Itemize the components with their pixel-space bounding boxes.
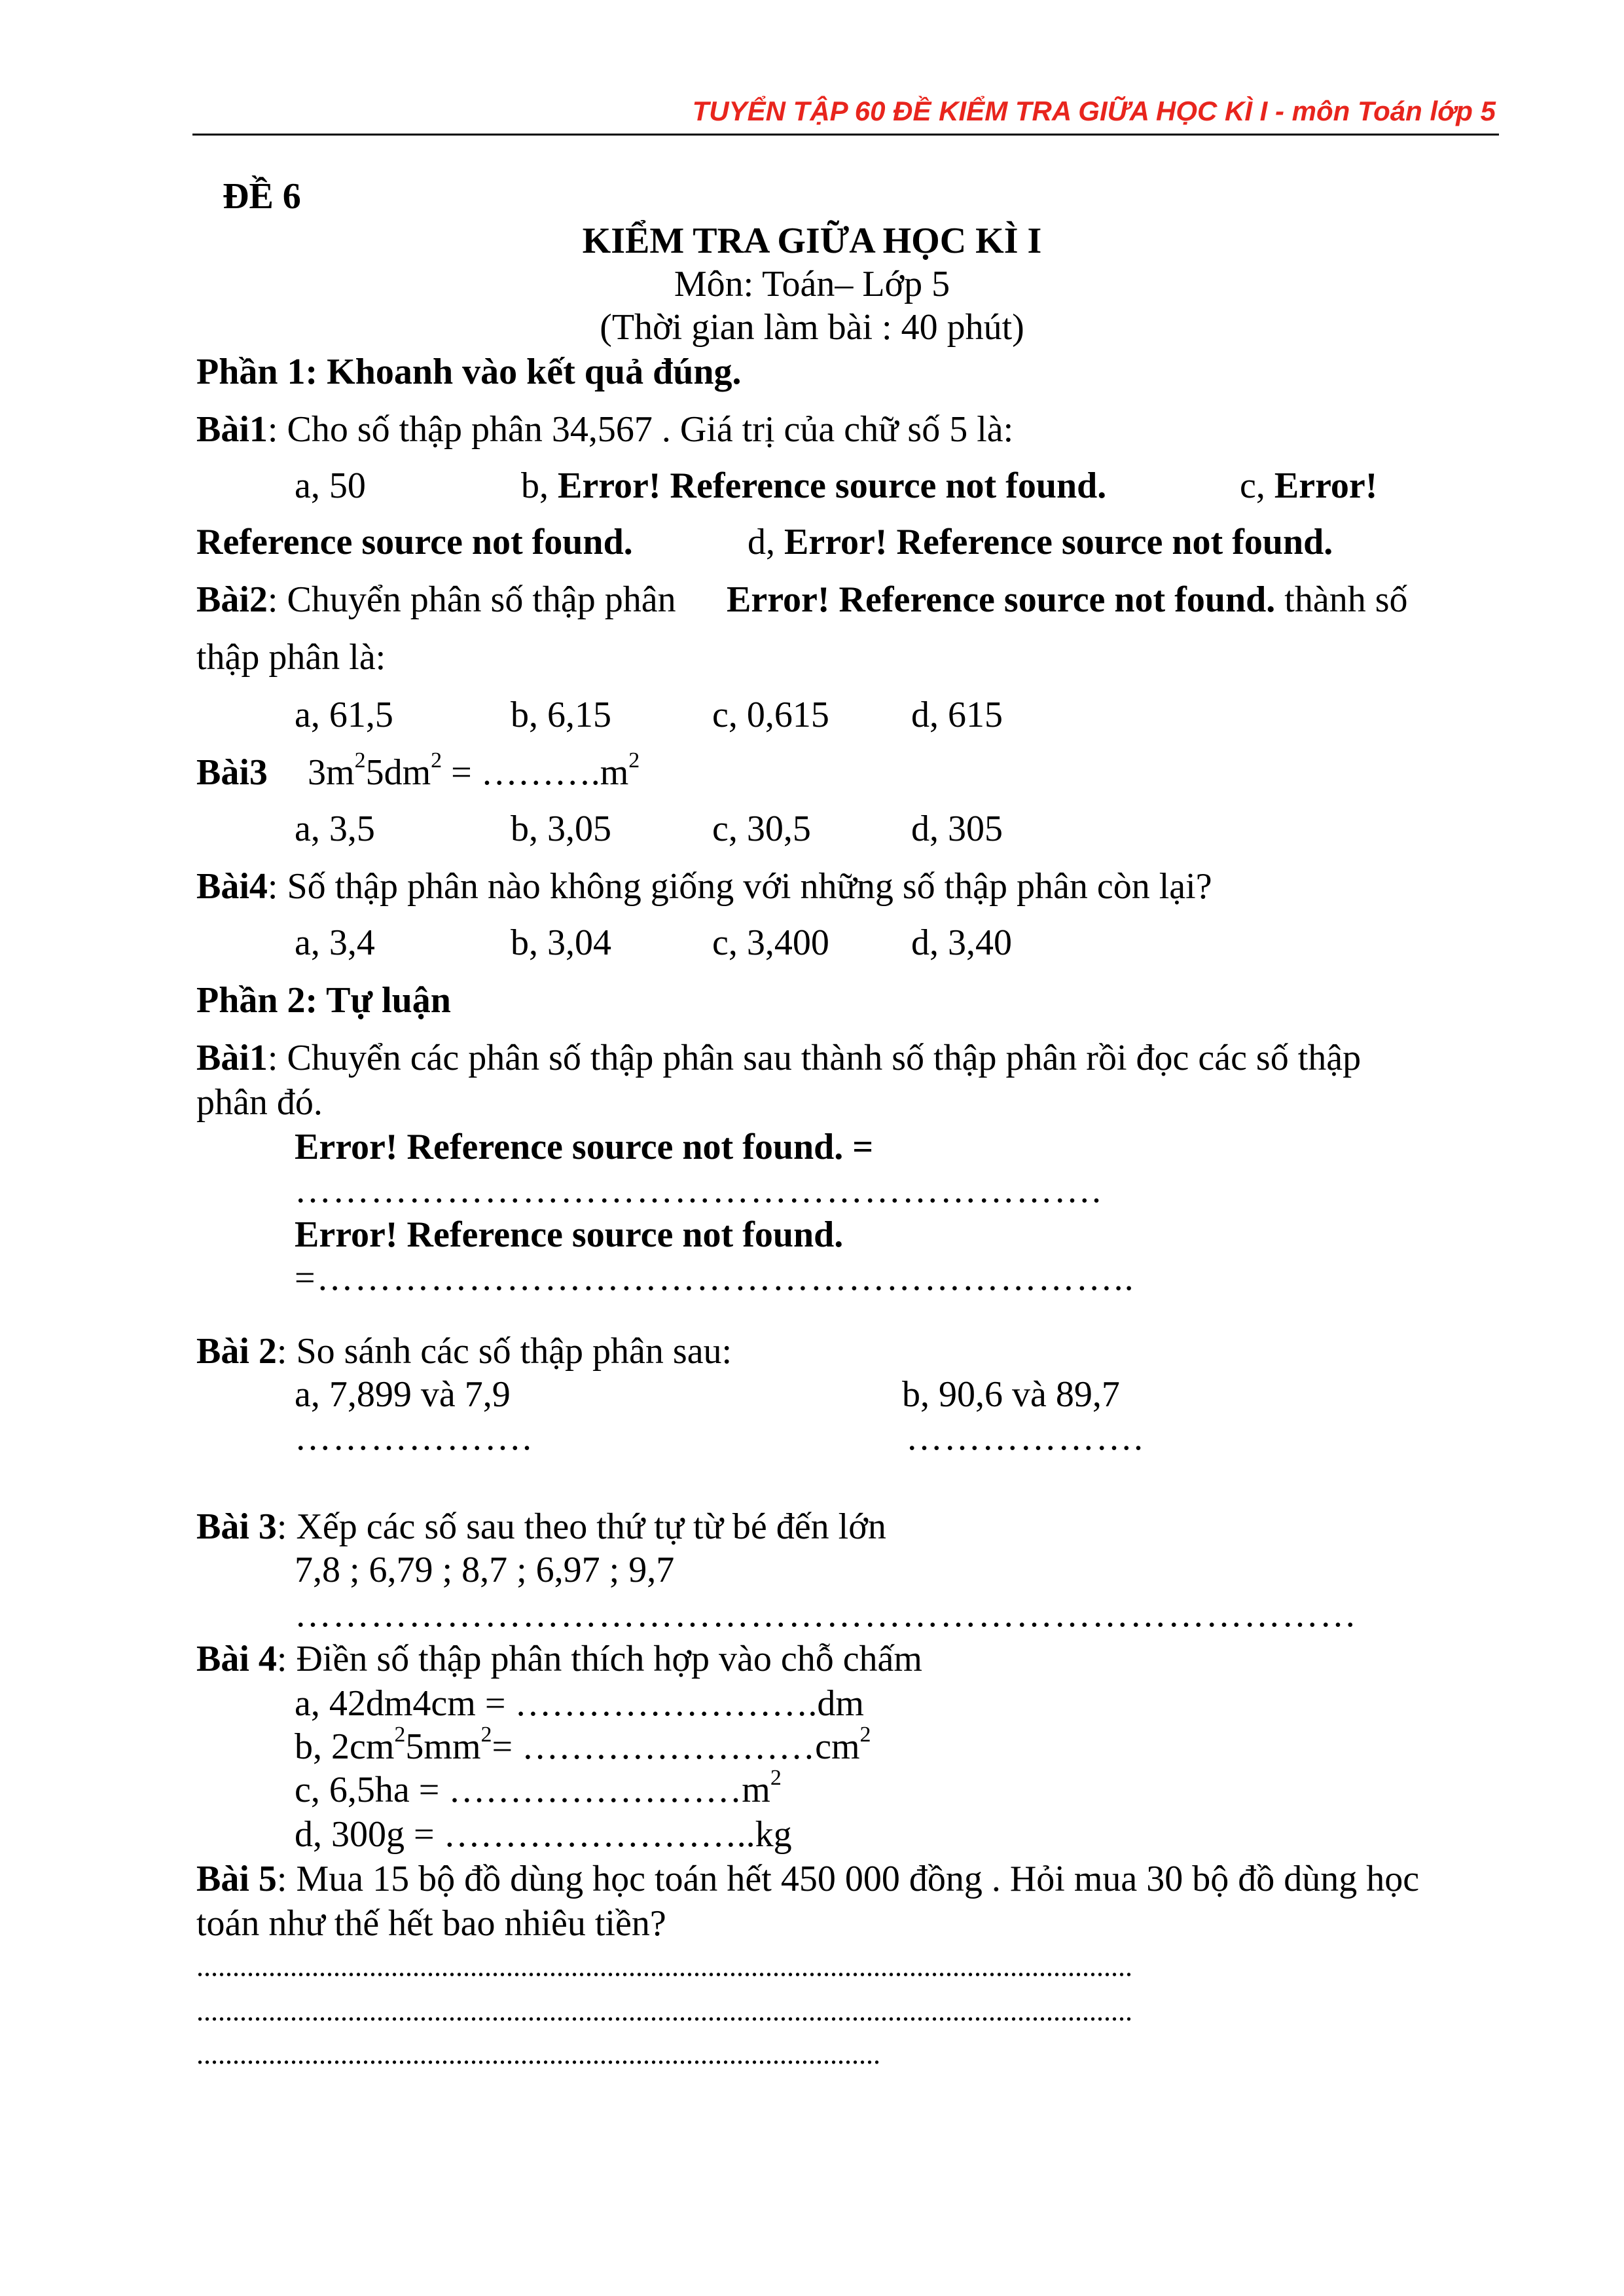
header-rule [192, 134, 1499, 136]
q4-option-a: a, 3,4 [295, 922, 375, 963]
q1-answer-line-2: =……………………………………………………….. [295, 1258, 1135, 1298]
part2-q5 [196, 1858, 1419, 1900]
header-title: TUYỂN TẬP 60 ĐỀ KIỂM TRA GIỮA HỌC KÌ I - môn Toán lớp 5 [692, 96, 1496, 126]
q3-option-d: d, 305 [911, 809, 1003, 849]
q4-item-c [295, 1766, 782, 1811]
part1-q4 [196, 866, 1212, 907]
superscript: 2 [354, 748, 366, 773]
q5-answer-line-2: .................................................................................................................................. [196, 1995, 1132, 2027]
q3-option-b: b, 3,05 [511, 809, 611, 849]
question-text: : So sánh các số thập phân sau: [276, 1331, 732, 1372]
q5-answer-line-3: ............................................................................................... [196, 2038, 880, 2070]
question-text: : Mua 15 bộ đồ dùng học toán hết 450 000 đồng . Hỏi mua 30 bộ đồ dùng học [276, 1859, 1420, 1899]
exam-subject: Môn: Toán– Lớp 5 [674, 264, 950, 304]
superscript: 2 [628, 748, 640, 773]
q1-option-c [1240, 465, 1377, 507]
superscript: 2 [431, 748, 442, 773]
q3-expression [308, 748, 640, 793]
error-text: Error! [1274, 465, 1378, 506]
q1-error-1: Error! Reference source not found. = [295, 1127, 874, 1167]
question-label: Bài 5 [196, 1859, 277, 1899]
part2-q5-line2: toán như thế hết bao nhiêu tiền? [196, 1903, 666, 1944]
option-prefix: d, [748, 522, 784, 562]
expr-part: 5mm [405, 1726, 481, 1767]
part1-heading: Phần 1: Khoanh vào kết quả đúng. [196, 352, 742, 392]
superscript: 2 [859, 1722, 871, 1747]
error-text: Error! Reference source not found. [784, 522, 1333, 562]
expr-part: b, 2cm [295, 1726, 395, 1767]
question-text: thành số [1275, 579, 1408, 620]
q3-option-a: a, 3,5 [295, 809, 375, 849]
q1-answer-line-1: ………………………………………………………. [295, 1170, 1102, 1211]
expr-part: = ……………………cm [492, 1726, 860, 1767]
question-label: Bài 4 [196, 1639, 277, 1679]
part2-q4 [196, 1638, 922, 1680]
question-text: : Chuyển phân số thập phân [267, 579, 676, 620]
q1-option-b [521, 465, 1106, 507]
expr-part: c, 6,5ha = ……………………m [295, 1770, 770, 1810]
question-label: Bài 2 [196, 1331, 277, 1372]
q4-option-b: b, 3,04 [511, 922, 611, 963]
q1-error-2: Error! Reference source not found. [295, 1214, 844, 1255]
superscript: 2 [770, 1766, 782, 1791]
error-text: Error! Reference source not found. [727, 579, 1276, 620]
q4-item-a: a, 42dm4cm = …………………….dm [295, 1683, 864, 1724]
part2-q2 [196, 1330, 732, 1372]
q3-answer-line: ………………………………………………………………………… [295, 1594, 1358, 1635]
q3-option-c: c, 30,5 [712, 809, 811, 849]
question-label: Bài2 [196, 579, 268, 620]
part1-q3 [196, 752, 268, 793]
part1-q2-line2: thập phân là: [196, 637, 386, 678]
q1-option-d [748, 521, 1333, 563]
q2-compare-a: a, 7,899 và 7,9 [295, 1374, 511, 1415]
expr-part: = ……….m [442, 752, 629, 793]
q2-option-c: c, 0,615 [712, 695, 829, 735]
q1-option-c-cont: Reference source not found. [196, 522, 633, 562]
question-label: Bài1 [196, 409, 268, 450]
part1-q1 [196, 409, 1013, 450]
q2-answer-a: ………………. [295, 1417, 533, 1458]
q3-numbers: 7,8 ; 6,79 ; 8,7 ; 6,97 ; 9,7 [295, 1550, 675, 1590]
q2-answer-b: ………………. [906, 1417, 1144, 1458]
q4-option-d: d, 3,40 [911, 922, 1012, 963]
q2-option-d: d, 615 [911, 695, 1003, 735]
part2-q1 [196, 1037, 1361, 1079]
part2-q1-line2: phân đó. [196, 1082, 323, 1123]
superscript: 2 [394, 1722, 406, 1747]
part2-heading: Phần 2: Tự luận [196, 980, 451, 1021]
q1-option-a: a, 50 [295, 465, 366, 506]
q4-option-c: c, 3,400 [712, 922, 829, 963]
question-text: : Cho số thập phân 34,567 . Giá trị của chữ số 5 là: [267, 409, 1014, 450]
q4-item-d: d, 300g = ……………………..kg [295, 1814, 792, 1855]
q4-item-b [295, 1722, 871, 1768]
question-label: Bài 3 [196, 1506, 277, 1547]
question-text: : Số thập phân nào không giống với những số thập phân còn lại? [267, 866, 1212, 907]
exam-code: ĐỀ 6 [223, 176, 301, 217]
question-text: : Xếp các số sau theo thứ tự từ bé đến lớn [276, 1506, 886, 1547]
question-label: Bài1 [196, 1038, 268, 1078]
error-text: Error! Reference source not found. [558, 465, 1107, 506]
q5-answer-line-1: .................................................................................................................................. [196, 1950, 1132, 1982]
q2-option-b: b, 6,15 [511, 695, 611, 735]
question-label: Bài3 [196, 752, 268, 793]
question-text: : Điền số thập phân thích hợp vào chỗ chấm [276, 1639, 922, 1679]
q2-option-a: a, 61,5 [295, 695, 393, 735]
part2-q3 [196, 1506, 886, 1548]
expr-part: 3m [308, 752, 355, 793]
superscript: 2 [480, 1722, 492, 1747]
expr-part: 5dm [365, 752, 431, 793]
exam-title: KIỂM TRA GIỮA HỌC KÌ I [582, 221, 1042, 261]
part1-q2 [196, 579, 676, 621]
option-prefix: c, [1240, 465, 1274, 506]
question-label: Bài4 [196, 866, 268, 907]
option-prefix: b, [521, 465, 558, 506]
part1-q2-cont [727, 579, 1408, 621]
q2-compare-b: b, 90,6 và 89,7 [902, 1374, 1120, 1415]
exam-time: (Thời gian làm bài : 40 phút) [600, 307, 1024, 348]
question-text: : Chuyển các phân số thập phân sau thành số thập phân rồi đọc các số thập [267, 1038, 1362, 1078]
